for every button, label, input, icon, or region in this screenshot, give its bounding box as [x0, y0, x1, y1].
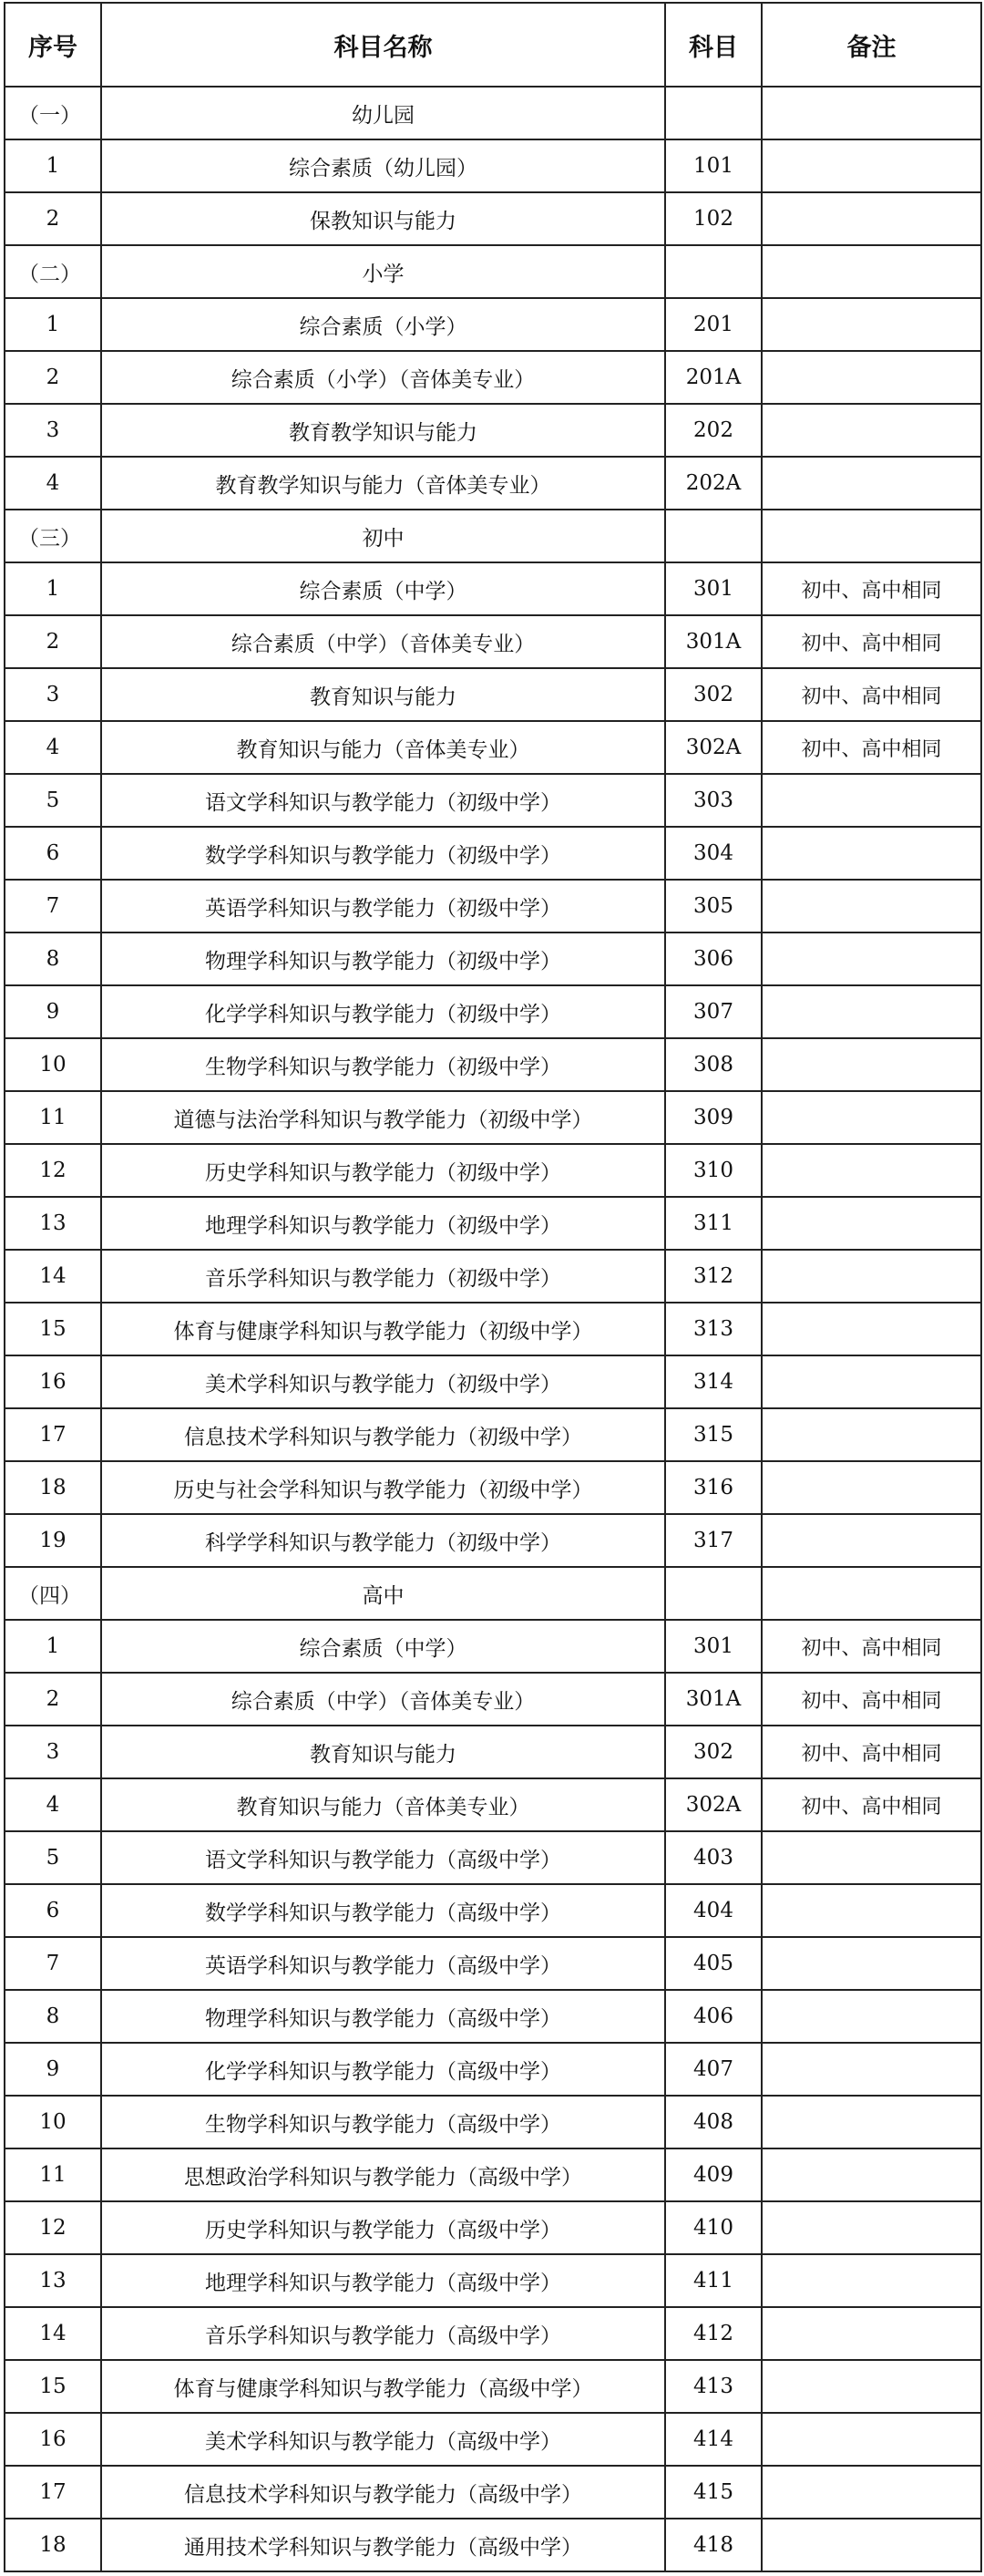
subject-code: 415: [665, 2466, 762, 2519]
subject-code: 418: [665, 2519, 762, 2571]
section-row: [5, 510, 981, 562]
subject-name: 音乐学科知识与教学能力（初级中学）: [101, 1250, 665, 1303]
section-row: [5, 245, 981, 298]
remark: [762, 1831, 981, 1884]
table-row: [5, 615, 981, 668]
row-number: 11: [5, 2148, 101, 2201]
section-remark-empty: [762, 510, 981, 562]
header-code: 科目: [665, 3, 762, 87]
remark: [762, 1038, 981, 1091]
table-row: [5, 2254, 981, 2307]
remark: [762, 1884, 981, 1937]
table-body: [5, 87, 981, 2571]
table-row: [5, 139, 981, 192]
row-number: 2: [5, 192, 101, 245]
table-row: [5, 1303, 981, 1355]
subject-name: 体育与健康学科知识与教学能力（高级中学）: [101, 2360, 665, 2413]
subjects-table: [4, 2, 982, 2572]
section-label: （四）: [5, 1567, 101, 1620]
table-row: [5, 2413, 981, 2466]
remark: [762, 2307, 981, 2360]
row-number: 18: [5, 2519, 101, 2571]
row-number: 9: [5, 2043, 101, 2096]
subject-name: 化学学科知识与教学能力（初级中学）: [101, 985, 665, 1038]
section-row: [5, 87, 981, 139]
table-row: [5, 404, 981, 457]
table-row: [5, 2201, 981, 2254]
subject-name: 美术学科知识与教学能力（初级中学）: [101, 1355, 665, 1408]
table-row: [5, 457, 981, 510]
subject-code: 302: [665, 668, 762, 721]
table-row: [5, 1514, 981, 1567]
remark: [762, 1408, 981, 1461]
subject-code: 202: [665, 404, 762, 457]
remark: [762, 2043, 981, 2096]
subject-code: 404: [665, 1884, 762, 1937]
section-remark-empty: [762, 1567, 981, 1620]
subject-code: 408: [665, 2096, 762, 2148]
row-number: 5: [5, 774, 101, 827]
row-number: 13: [5, 1197, 101, 1250]
table-row: [5, 1250, 981, 1303]
remark: [762, 2466, 981, 2519]
header-name: 科目名称: [101, 3, 665, 87]
subject-code: 314: [665, 1355, 762, 1408]
subject-code: 301: [665, 562, 762, 615]
row-number: 3: [5, 404, 101, 457]
table-row: [5, 1726, 981, 1778]
section-remark-empty: [762, 87, 981, 139]
subject-code: 310: [665, 1144, 762, 1197]
remark: [762, 139, 981, 192]
row-number: 4: [5, 1778, 101, 1831]
remark: [762, 1091, 981, 1144]
remark: [762, 1461, 981, 1514]
row-number: 14: [5, 2307, 101, 2360]
remark: [762, 457, 981, 510]
row-number: 18: [5, 1461, 101, 1514]
subject-name: 教育知识与能力（音体美专业）: [101, 721, 665, 774]
subject-code: 411: [665, 2254, 762, 2307]
table-row: [5, 880, 981, 933]
section-title: 高中: [101, 1567, 665, 1620]
section-title: 幼儿园: [101, 87, 665, 139]
remark: [762, 1144, 981, 1197]
subject-code: 406: [665, 1990, 762, 2043]
remark: [762, 1937, 981, 1990]
subject-name: 综合素质（中学）: [101, 562, 665, 615]
remark: 初中、高中相同: [762, 562, 981, 615]
remark: [762, 351, 981, 404]
subject-code: 410: [665, 2201, 762, 2254]
subject-name: 道德与法治学科知识与教学能力（初级中学）: [101, 1091, 665, 1144]
subject-name: 教育教学知识与能力（音体美专业）: [101, 457, 665, 510]
table-row: [5, 562, 981, 615]
remark: [762, 1250, 981, 1303]
row-number: 2: [5, 1673, 101, 1726]
table-row: [5, 1197, 981, 1250]
subject-name: 美术学科知识与教学能力（高级中学）: [101, 2413, 665, 2466]
table-row: [5, 1408, 981, 1461]
subject-code: 201: [665, 298, 762, 351]
row-number: 10: [5, 2096, 101, 2148]
remark: [762, 880, 981, 933]
section-row: [5, 1567, 981, 1620]
subject-name: 英语学科知识与教学能力（高级中学）: [101, 1937, 665, 1990]
table-row: [5, 2148, 981, 2201]
row-number: 7: [5, 1937, 101, 1990]
table-row: [5, 1038, 981, 1091]
table-row: [5, 2096, 981, 2148]
subject-name: 综合素质（小学）: [101, 298, 665, 351]
row-number: 1: [5, 562, 101, 615]
subject-name: 英语学科知识与教学能力（初级中学）: [101, 880, 665, 933]
subject-name: 历史学科知识与教学能力（初级中学）: [101, 1144, 665, 1197]
remark: [762, 827, 981, 880]
table-row: [5, 1990, 981, 2043]
subject-code: 201A: [665, 351, 762, 404]
table-row: [5, 1461, 981, 1514]
subject-name: 音乐学科知识与教学能力（高级中学）: [101, 2307, 665, 2360]
table-row: [5, 2307, 981, 2360]
subject-code: 309: [665, 1091, 762, 1144]
subject-code: 102: [665, 192, 762, 245]
section-code-empty: [665, 1567, 762, 1620]
remark: [762, 2201, 981, 2254]
subject-code: 403: [665, 1831, 762, 1884]
remark: 初中、高中相同: [762, 1726, 981, 1778]
section-code-empty: [665, 510, 762, 562]
subject-name: 保教知识与能力: [101, 192, 665, 245]
subject-name: 物理学科知识与教学能力（高级中学）: [101, 1990, 665, 2043]
row-number: 1: [5, 298, 101, 351]
subject-name: 教育知识与能力（音体美专业）: [101, 1778, 665, 1831]
remark: [762, 192, 981, 245]
table-row: [5, 774, 981, 827]
row-number: 1: [5, 139, 101, 192]
subject-code: 303: [665, 774, 762, 827]
row-number: 11: [5, 1091, 101, 1144]
subject-code: 301A: [665, 1673, 762, 1726]
subject-name: 物理学科知识与教学能力（初级中学）: [101, 933, 665, 985]
row-number: 6: [5, 1884, 101, 1937]
subject-name: 信息技术学科知识与教学能力（初级中学）: [101, 1408, 665, 1461]
subject-code: 317: [665, 1514, 762, 1567]
subject-code: 302A: [665, 1778, 762, 1831]
row-number: 12: [5, 2201, 101, 2254]
subject-name: 科学学科知识与教学能力（初级中学）: [101, 1514, 665, 1567]
remark: [762, 404, 981, 457]
remark: 初中、高中相同: [762, 1620, 981, 1673]
subject-code: 413: [665, 2360, 762, 2413]
subject-code: 306: [665, 933, 762, 985]
subject-name: 数学学科知识与教学能力（高级中学）: [101, 1884, 665, 1937]
row-number: 9: [5, 985, 101, 1038]
subject-name: 信息技术学科知识与教学能力（高级中学）: [101, 2466, 665, 2519]
subject-code: 304: [665, 827, 762, 880]
remark: [762, 1514, 981, 1567]
subject-code: 313: [665, 1303, 762, 1355]
subject-name: 教育知识与能力: [101, 668, 665, 721]
table-row: [5, 1831, 981, 1884]
row-number: 14: [5, 1250, 101, 1303]
remark: [762, 933, 981, 985]
subject-code: 315: [665, 1408, 762, 1461]
remark: [762, 774, 981, 827]
remark: 初中、高中相同: [762, 668, 981, 721]
row-number: 8: [5, 933, 101, 985]
subject-name: 体育与健康学科知识与教学能力（初级中学）: [101, 1303, 665, 1355]
row-number: 4: [5, 457, 101, 510]
table-row: [5, 933, 981, 985]
subject-code: 302A: [665, 721, 762, 774]
subject-name: 综合素质（中学）（音体美专业）: [101, 615, 665, 668]
section-label: （一）: [5, 87, 101, 139]
table-row: [5, 1673, 981, 1726]
subject-name: 综合素质（小学）（音体美专业）: [101, 351, 665, 404]
row-number: 13: [5, 2254, 101, 2307]
subject-name: 综合素质（中学）: [101, 1620, 665, 1673]
remark: [762, 2413, 981, 2466]
remark: 初中、高中相同: [762, 1673, 981, 1726]
remark: [762, 1197, 981, 1250]
row-number: 19: [5, 1514, 101, 1567]
subject-name: 地理学科知识与教学能力（初级中学）: [101, 1197, 665, 1250]
section-code-empty: [665, 245, 762, 298]
table-row: [5, 827, 981, 880]
table-row: [5, 2043, 981, 2096]
remark: [762, 2148, 981, 2201]
section-title: 初中: [101, 510, 665, 562]
row-number: 17: [5, 1408, 101, 1461]
subject-code: 302: [665, 1726, 762, 1778]
subject-name: 生物学科知识与教学能力（高级中学）: [101, 2096, 665, 2148]
subject-name: 教育教学知识与能力: [101, 404, 665, 457]
subject-name: 语文学科知识与教学能力（高级中学）: [101, 1831, 665, 1884]
table-row: [5, 721, 981, 774]
section-label: （三）: [5, 510, 101, 562]
table-row: [5, 2360, 981, 2413]
table-row: [5, 2466, 981, 2519]
subject-code: 414: [665, 2413, 762, 2466]
subject-code: 301A: [665, 615, 762, 668]
table-row: [5, 1884, 981, 1937]
row-number: 2: [5, 351, 101, 404]
subject-code: 407: [665, 2043, 762, 2096]
subject-code: 405: [665, 1937, 762, 1990]
remark: 初中、高中相同: [762, 615, 981, 668]
row-number: 8: [5, 1990, 101, 2043]
remark: [762, 1355, 981, 1408]
subject-code: 412: [665, 2307, 762, 2360]
subject-name: 历史学科知识与教学能力（高级中学）: [101, 2201, 665, 2254]
table-row: [5, 1091, 981, 1144]
subject-code: 101: [665, 139, 762, 192]
table-row: [5, 351, 981, 404]
remark: [762, 2519, 981, 2571]
remark: [762, 2360, 981, 2413]
row-number: 12: [5, 1144, 101, 1197]
row-number: 4: [5, 721, 101, 774]
table-row: [5, 1778, 981, 1831]
header-row: [5, 3, 981, 87]
table-row: [5, 985, 981, 1038]
subject-code: 305: [665, 880, 762, 933]
table-row: [5, 1355, 981, 1408]
row-number: 16: [5, 2413, 101, 2466]
subject-code: 316: [665, 1461, 762, 1514]
subject-name: 地理学科知识与教学能力（高级中学）: [101, 2254, 665, 2307]
header-remark: 备注: [762, 3, 981, 87]
section-title: 小学: [101, 245, 665, 298]
table-row: [5, 298, 981, 351]
remark: [762, 985, 981, 1038]
table-row: [5, 668, 981, 721]
section-label: （二）: [5, 245, 101, 298]
header-seq: 序号: [5, 3, 101, 87]
subject-name: 综合素质（幼儿园）: [101, 139, 665, 192]
subject-code: 307: [665, 985, 762, 1038]
subject-name: 思想政治学科知识与教学能力（高级中学）: [101, 2148, 665, 2201]
subject-name: 教育知识与能力: [101, 1726, 665, 1778]
subject-name: 历史与社会学科知识与教学能力（初级中学）: [101, 1461, 665, 1514]
subject-name: 语文学科知识与教学能力（初级中学）: [101, 774, 665, 827]
subject-code: 409: [665, 2148, 762, 2201]
row-number: 3: [5, 1726, 101, 1778]
row-number: 3: [5, 668, 101, 721]
subject-code: 308: [665, 1038, 762, 1091]
table-row: [5, 192, 981, 245]
subject-code: 301: [665, 1620, 762, 1673]
subject-name: 综合素质（中学）（音体美专业）: [101, 1673, 665, 1726]
row-number: 5: [5, 1831, 101, 1884]
table-row: [5, 1620, 981, 1673]
row-number: 10: [5, 1038, 101, 1091]
table-row: [5, 1144, 981, 1197]
subject-name: 生物学科知识与教学能力（初级中学）: [101, 1038, 665, 1091]
subject-name: 化学学科知识与教学能力（高级中学）: [101, 2043, 665, 2096]
section-code-empty: [665, 87, 762, 139]
row-number: 1: [5, 1620, 101, 1673]
table-row: [5, 2519, 981, 2571]
subject-name: 数学学科知识与教学能力（初级中学）: [101, 827, 665, 880]
table-row: [5, 1937, 981, 1990]
section-remark-empty: [762, 245, 981, 298]
remark: [762, 2096, 981, 2148]
remark: [762, 298, 981, 351]
row-number: 7: [5, 880, 101, 933]
row-number: 17: [5, 2466, 101, 2519]
remark: 初中、高中相同: [762, 1778, 981, 1831]
row-number: 16: [5, 1355, 101, 1408]
remark: [762, 1990, 981, 2043]
subject-code: 312: [665, 1250, 762, 1303]
row-number: 15: [5, 2360, 101, 2413]
remark: 初中、高中相同: [762, 721, 981, 774]
row-number: 2: [5, 615, 101, 668]
row-number: 6: [5, 827, 101, 880]
subject-code: 202A: [665, 457, 762, 510]
row-number: 15: [5, 1303, 101, 1355]
subject-name: 通用技术学科知识与教学能力（高级中学）: [101, 2519, 665, 2571]
remark: [762, 1303, 981, 1355]
remark: [762, 2254, 981, 2307]
subject-code: 311: [665, 1197, 762, 1250]
